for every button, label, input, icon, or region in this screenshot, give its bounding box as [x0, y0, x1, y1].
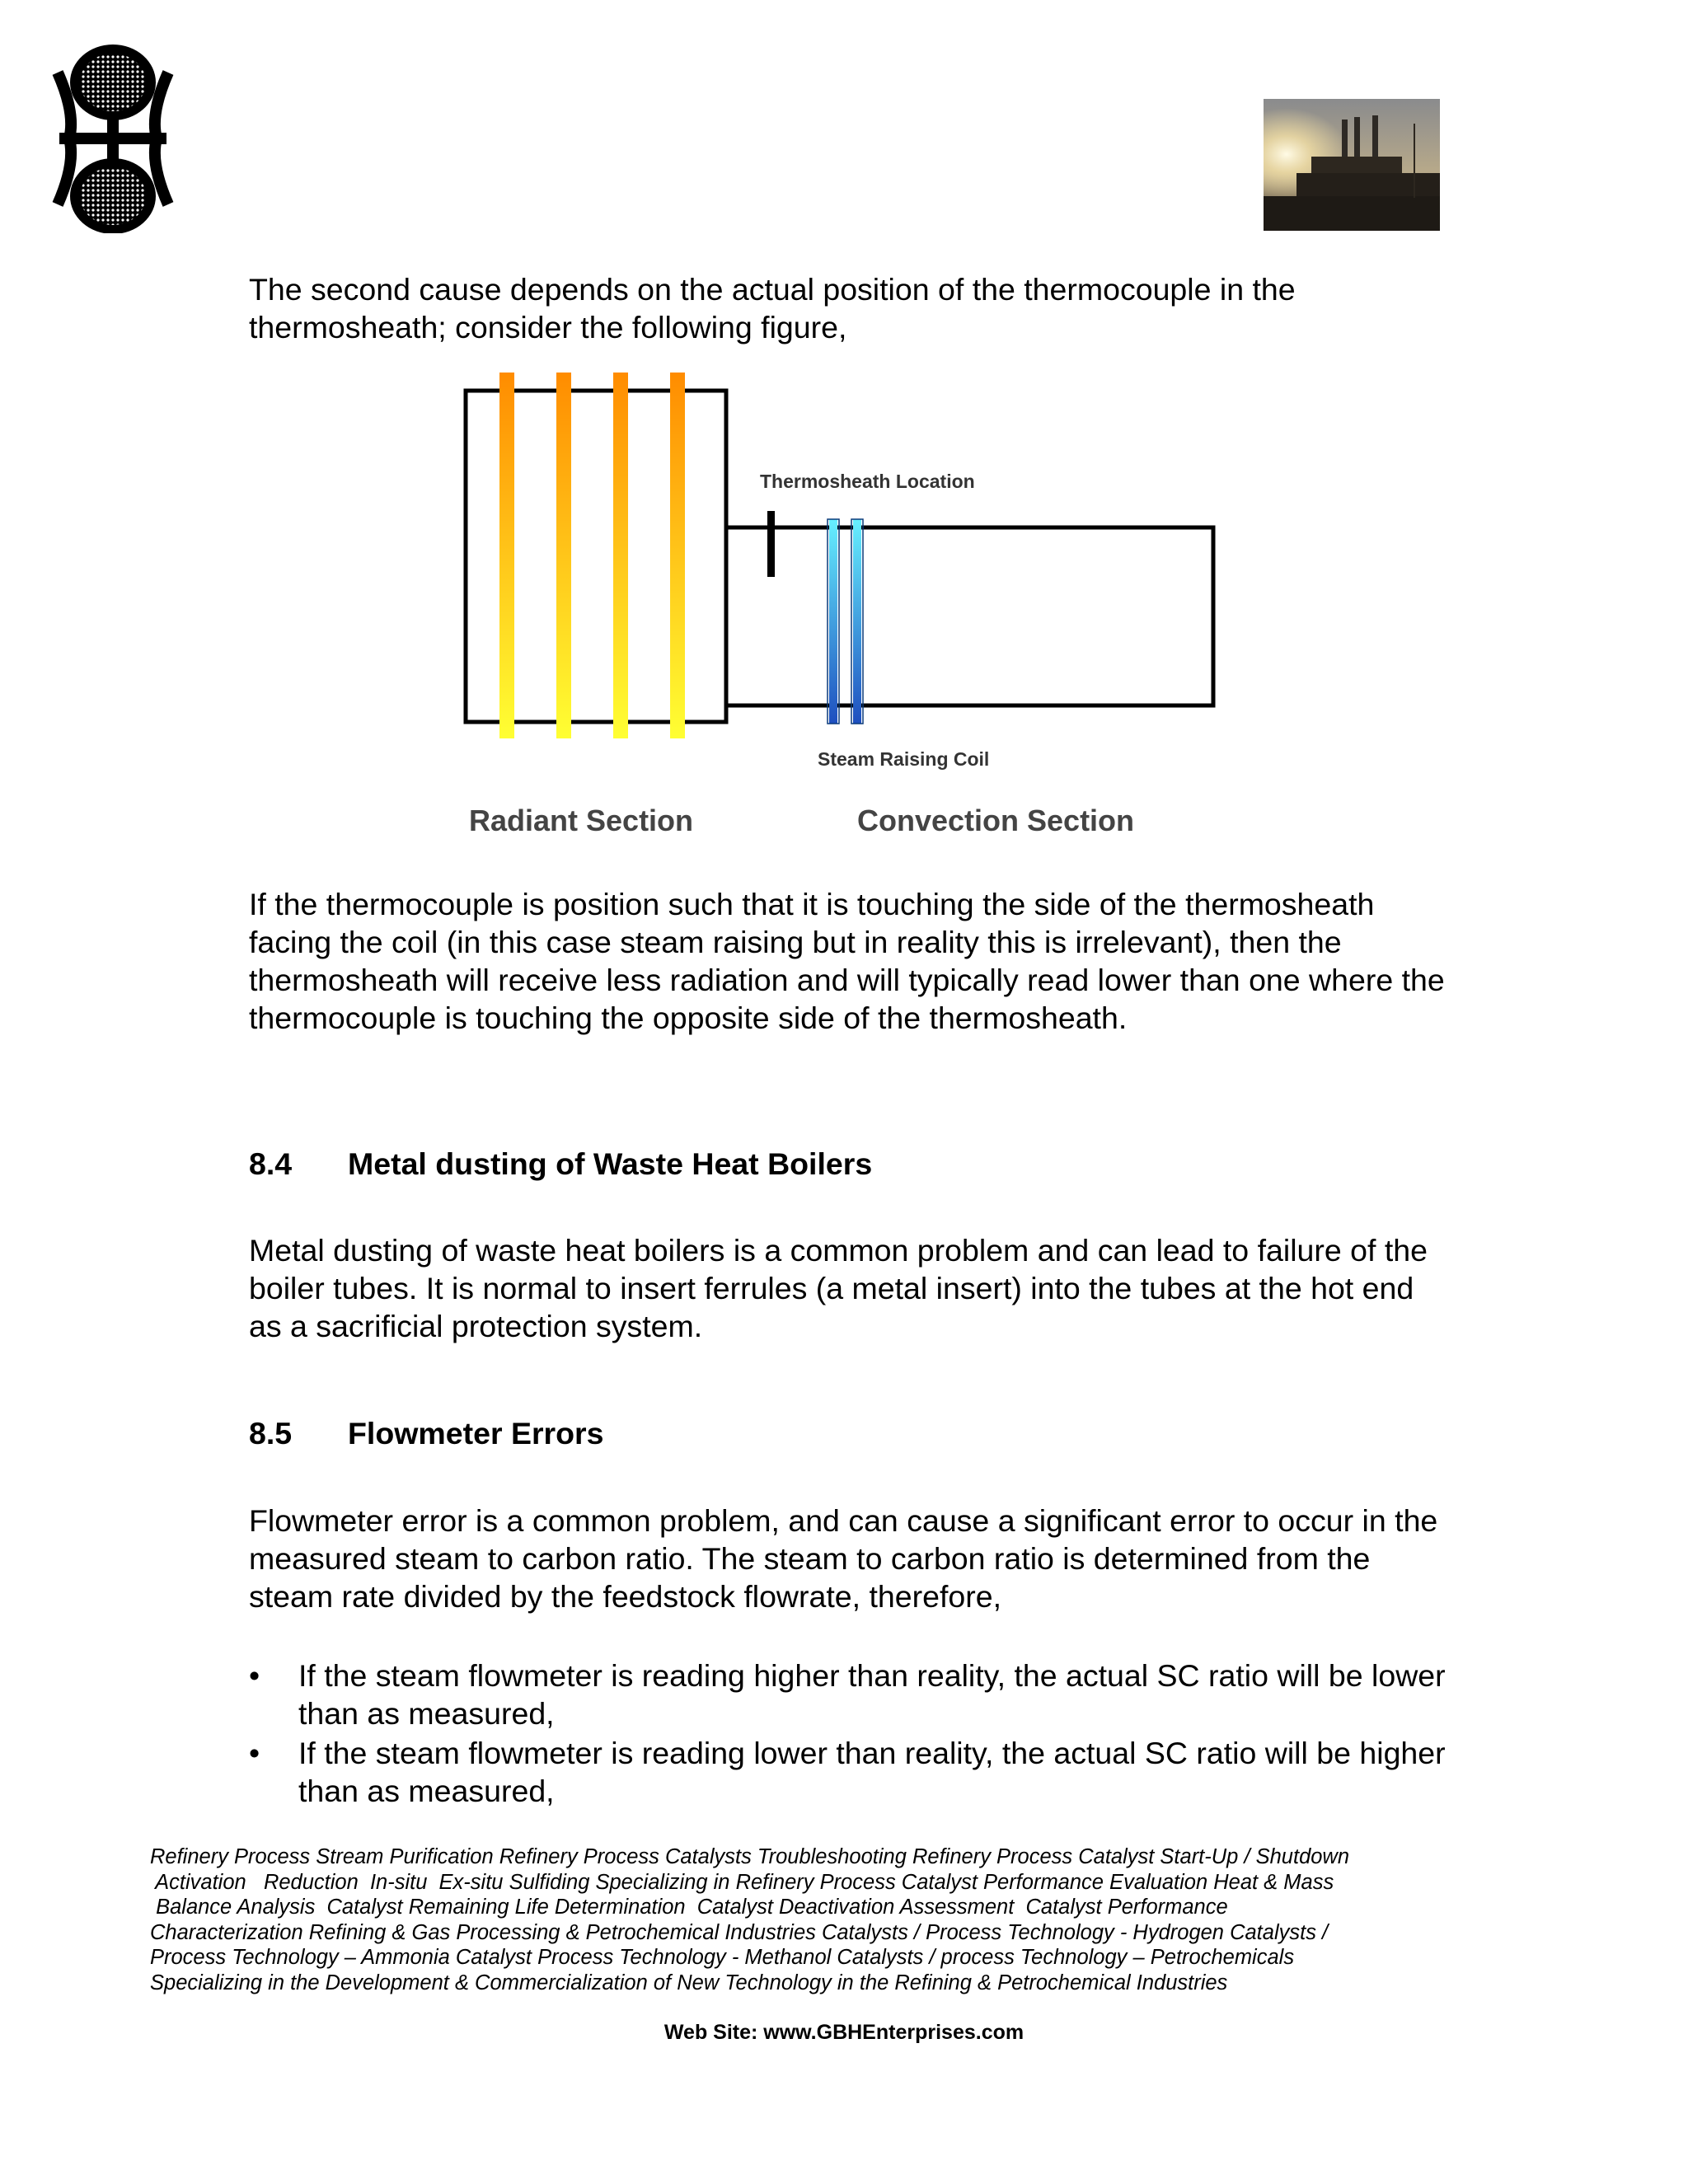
section-title: Metal dusting of Waste Heat Boilers — [348, 1146, 873, 1181]
metal-dusting-paragraph: Metal dusting of waste heat boilers is a common problem and can lead to failure of the boiler tubes. It is normal to insert ferrules (a metal insert) into the tubes at the hot end as a sacrificial protection system. — [249, 1233, 1428, 1343]
furnace-figure — [445, 371, 1253, 849]
section-title: Flowmeter Errors — [348, 1416, 604, 1451]
thermosheath-label: Thermosheath Location — [760, 471, 975, 492]
steam-coil-tube — [853, 519, 861, 724]
website-link[interactable]: Web Site: www.GBHEnterprises.com — [663, 2021, 1025, 2044]
thermosheath-marker — [767, 511, 775, 577]
burner-flame — [499, 373, 514, 738]
coil-label: Steam Raising Coil — [818, 748, 990, 770]
flowmeter-paragraph: Flowmeter error is a common problem, and can cause a significant error to occur in the measured steam to carbon ratio. The steam to carbon ratio is determined from the steam rate divided by the feedstock flowrate, therefore, — [249, 1503, 1438, 1614]
convection-duct — [726, 527, 1213, 705]
burner-flame — [556, 373, 571, 738]
footer-services — [150, 1844, 1436, 1996]
footer-line: Refinery Process Stream Purification Refinery Process Catalysts Troubleshooting Refinery Process Catalyst Start-Up / Shutdown — [150, 1845, 1350, 1868]
section-number: 8.5 — [249, 1416, 293, 1451]
refinery-sunset-photo — [1264, 99, 1440, 231]
footer-line: Process Technology – Ammonia Catalyst Process Technology - Methanol Catalysts / process Technology – Petrochemicals — [150, 1946, 1295, 1970]
gbh-enterprises-logo-icon — [51, 40, 175, 233]
burner-flame — [613, 373, 628, 738]
convection-label: Convection Section — [857, 804, 1135, 837]
thermocouple-paragraph: If the thermocouple is position such that it is touching the side of the thermosheath facing the coil (in this case steam raising but in reality this is irrelevant), then the thermosheath will receive less radiation and will typically read lower than one where the thermocouple is touching the opposite side of the thermosheath. — [249, 887, 1445, 1035]
bullet-icon: • — [249, 1658, 260, 1693]
footer-line: Characterization Refining & Gas Processing & Petrochemical Industries Catalysts / Process Technology - Hydrogen Catalysts / — [150, 1920, 1329, 1944]
footer-line: Balance Analysis Catalyst Remaining Life Determination Catalyst Deactivation Assessment Catalyst Performance — [150, 1896, 1228, 1919]
section-heading-8-4 — [249, 1146, 872, 1182]
section-heading-8-5 — [249, 1416, 604, 1451]
bullet-icon: • — [249, 1736, 260, 1770]
bullet-text: If the steam flowmeter is reading higher than reality, the actual SC ratio will be lower than as measured, — [298, 1658, 1446, 1731]
burner-flame — [670, 373, 685, 738]
bullet-text: If the steam flowmeter is reading lower than reality, the actual SC ratio will be higher than as measured, — [298, 1736, 1446, 1808]
section-number: 8.4 — [249, 1146, 293, 1181]
steam-coil-tube — [829, 519, 837, 724]
footer-line: Activation Reduction In-situ Ex-situ Sulfiding Specializing in Refinery Process Catalyst Performance Evaluation Heat & Mass — [150, 1870, 1334, 1894]
footer-line: Specializing in the Development & Commercialization of New Technology in the Refining & Petrochemical Industries — [150, 1971, 1228, 1994]
radiant-label: Radiant Section — [469, 804, 694, 837]
intro-paragraph: The second cause depends on the actual position of the thermocouple in the thermosheath; consider the following figure, — [249, 272, 1296, 344]
